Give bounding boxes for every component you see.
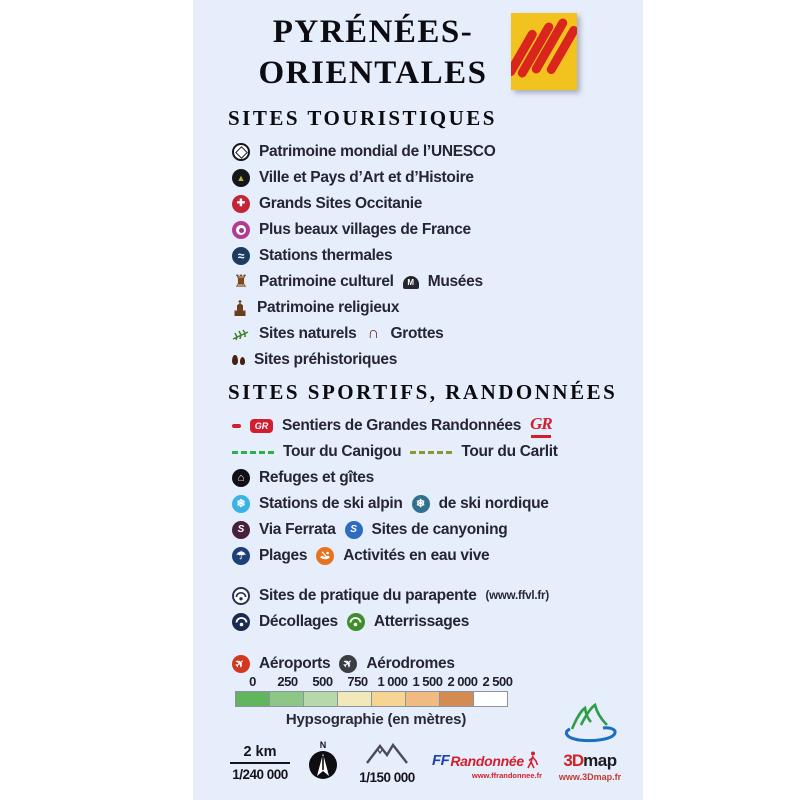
beach-umbrella-icon: ☂	[232, 547, 250, 565]
legend-row-plages	[232, 547, 629, 565]
thermal-wave-icon: ≈	[232, 247, 250, 265]
refuge-house-icon: ⌂	[232, 469, 250, 487]
mountain-icon	[365, 742, 409, 764]
hiker-icon	[525, 751, 540, 770]
occitan-cross-icon: ✚	[232, 195, 250, 213]
legend-label: Sentiers de Grandes Randonnées	[282, 417, 522, 434]
legend-note: (www.ffvl.fr)	[485, 590, 549, 602]
tick-label: 250	[277, 674, 298, 689]
legend-label: Patrimoine culturel	[259, 273, 394, 290]
unesco-icon	[232, 143, 250, 161]
hypsography-scale	[235, 674, 517, 728]
threedmap-wordmark	[540, 751, 640, 771]
elevation-swatch	[269, 691, 304, 707]
legend-row-aeroports	[232, 655, 629, 673]
threedmap-mountain-icon	[558, 702, 622, 746]
scale-distance: 2 km	[243, 744, 277, 760]
branch-icon	[232, 327, 250, 341]
page-title	[213, 12, 533, 94]
section-sportifs	[228, 380, 633, 681]
legend-row-thermales	[232, 247, 629, 265]
canigou-dash-line	[232, 451, 274, 454]
threedmap-map-text: map	[583, 751, 617, 770]
legend-label: Activités en eau vive	[343, 547, 490, 564]
via-ferrata-icon: S	[232, 521, 250, 539]
gr-badge-icon: GR	[250, 419, 273, 433]
canyoning-icon: S	[345, 521, 363, 539]
legend-row-art-histoire	[232, 169, 629, 187]
hypsography-caption: Hypsographie (en mètres)	[285, 711, 467, 728]
legend-label: Sites de canyoning	[371, 521, 508, 538]
tick-label: 0	[249, 674, 256, 689]
legend-label: Tour du Carlit	[461, 443, 558, 460]
legend-label: Atterrissages	[373, 613, 470, 630]
threedmap-url: www.3Dmap.fr	[558, 772, 622, 782]
tick-label: 2 000	[447, 674, 478, 689]
elevation-swatch	[371, 691, 406, 707]
legend-row-occitanie	[232, 195, 629, 213]
legend-label: Aérodromes	[366, 655, 455, 672]
elevation-swatch	[337, 691, 372, 707]
legend-label: Patrimoine mondial de l’UNESCO	[259, 143, 496, 160]
village-icon	[232, 221, 250, 239]
legend-row-gr	[232, 414, 629, 435]
aerodrome-plane-icon: ✈	[340, 656, 356, 672]
compass-icon	[308, 750, 338, 780]
relief-ratio: 1/150 000	[359, 770, 415, 785]
gr-logo: GR	[530, 414, 552, 438]
carlit-dash-line	[410, 451, 452, 454]
ski-alpin-icon: ❄	[232, 495, 250, 513]
scale-bar-line	[230, 762, 290, 764]
cave-arch-icon: ∩	[367, 325, 380, 342]
hypsography-ticks	[235, 674, 517, 689]
title-line-2: ORIENTALES	[258, 55, 488, 91]
ski-nordique-icon: ❄	[412, 495, 430, 513]
threedmap-logo	[540, 702, 640, 782]
legend-label: Plages	[259, 547, 308, 564]
relief-scale	[348, 742, 426, 785]
legend-row-unesco	[232, 143, 629, 161]
legend-label: Stations de ski alpin	[259, 495, 403, 512]
elevation-swatch	[473, 691, 508, 707]
church-icon	[232, 300, 248, 317]
section-touristiques	[228, 106, 633, 377]
landing-icon	[347, 613, 365, 631]
tick-label: 500	[312, 674, 333, 689]
north-arrow	[305, 740, 341, 785]
section-heading: SITES TOURISTIQUES	[228, 106, 497, 130]
legend-label: Patrimoine religieux	[257, 299, 400, 316]
elevation-swatch	[439, 691, 474, 707]
legend-row-culturel-musees	[232, 273, 629, 291]
section-heading: SITES SPORTIFS, RANDONNÉES	[228, 380, 618, 404]
legend-row-naturels-grottes	[232, 325, 629, 343]
legend-label: Grands Sites Occitanie	[259, 195, 423, 212]
legend-label: Plus beaux villages de France	[259, 221, 471, 238]
north-label: N	[319, 740, 327, 750]
elevation-swatch	[235, 691, 270, 707]
tick-label: 1 500	[412, 674, 443, 689]
catalan-flag-logo	[511, 13, 577, 90]
legend-label: Refuges et gîtes	[259, 469, 374, 486]
elevation-swatch	[303, 691, 338, 707]
scale-ratio: 1/240 000	[232, 767, 288, 782]
hypsography-swatches	[235, 691, 517, 707]
flint-drops-icon	[232, 355, 245, 365]
castle-icon: ♜	[233, 272, 249, 291]
legend-label: Sites de pratique du parapente	[259, 587, 477, 604]
airport-plane-icon: ✈	[233, 656, 249, 672]
legend-label: Sites naturels	[259, 325, 357, 342]
legend-label: Tour du Canigou	[283, 443, 402, 460]
legend-label: Ville et Pays d’Art et d’Histoire	[259, 169, 474, 186]
legend-row-viaferrata	[232, 521, 629, 539]
legend-row-parapente	[232, 587, 629, 605]
legend-row-decollages	[232, 613, 629, 631]
elevation-swatch	[405, 691, 440, 707]
legend-label: de ski nordique	[438, 495, 549, 512]
legend-row-ski	[232, 495, 629, 513]
legend-label: Sites préhistoriques	[254, 351, 398, 368]
whitewater-icon	[316, 547, 334, 565]
takeoff-icon	[232, 613, 250, 631]
ffr-ff-text: FF	[432, 752, 450, 769]
legend-panel	[193, 0, 643, 800]
ffr-url: www.ffrandonnee.fr	[471, 771, 542, 780]
legend-label: Musées	[427, 273, 483, 290]
ffr-name-text: Randonnée	[450, 752, 524, 769]
legend-label: Aéroports	[259, 655, 331, 672]
legend-row-beaux-villages	[232, 221, 629, 239]
tick-label: 2 500	[482, 674, 513, 689]
ffrandonnee-logo	[432, 751, 542, 780]
museum-icon: M	[403, 276, 419, 289]
tick-label: 1 000	[377, 674, 408, 689]
title-line-1: PYRÉNÉES-	[272, 14, 474, 50]
tick-label: 750	[347, 674, 368, 689]
map-scale	[228, 744, 292, 782]
legend-label: Stations thermales	[259, 247, 393, 264]
art-history-icon: ▲	[232, 169, 250, 187]
legend-row-religieux	[232, 299, 629, 317]
legend-row-refuges	[232, 469, 629, 487]
paragliding-site-icon	[232, 587, 250, 605]
legend-row-prehistoriques	[232, 351, 629, 369]
legend-label: Grottes	[390, 325, 444, 342]
legend-label: Via Ferrata	[259, 521, 336, 538]
gr-trail-dash	[232, 424, 241, 428]
threedmap-3d-text: 3D	[563, 751, 584, 770]
legend-row-tours	[232, 443, 629, 461]
legend-label: Décollages	[259, 613, 338, 630]
